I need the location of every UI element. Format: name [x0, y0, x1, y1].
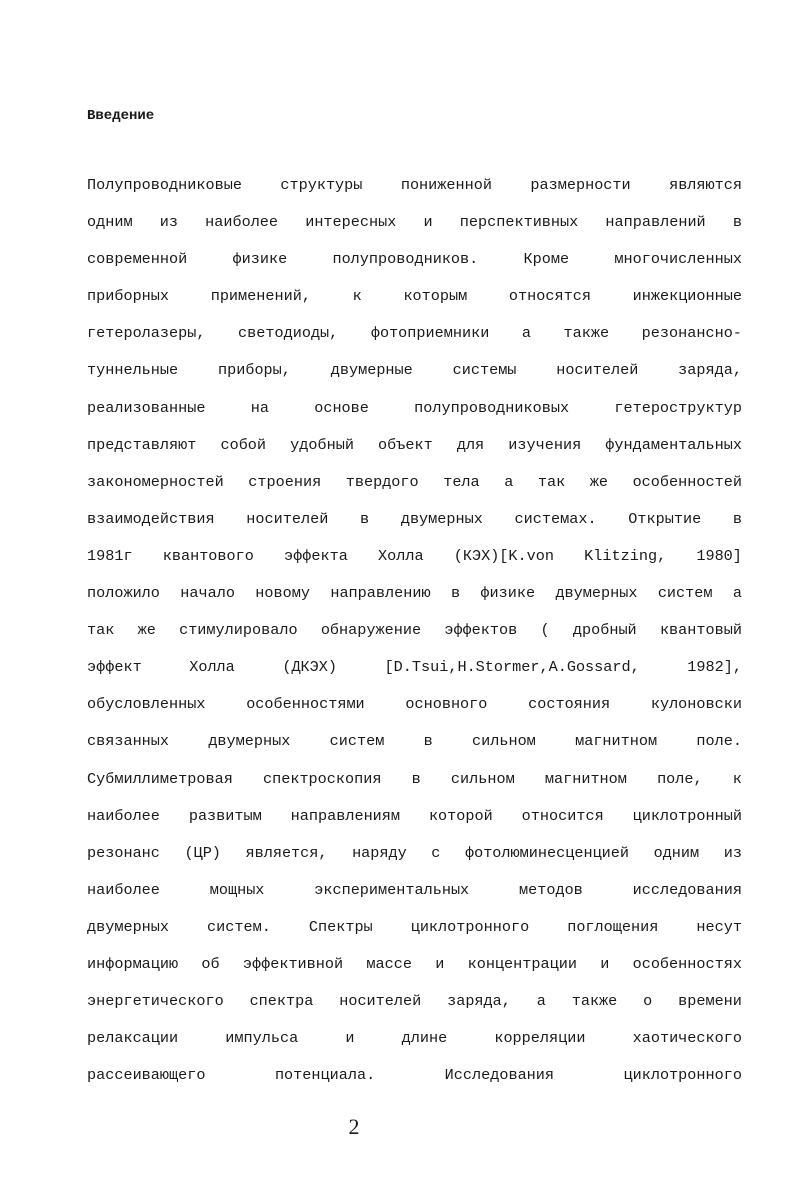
word: релаксации	[87, 1029, 179, 1048]
word: многочисленных	[614, 250, 742, 269]
text-line	[87, 617, 742, 654]
word: и	[423, 213, 433, 232]
word: 1982],	[687, 658, 742, 677]
text-line	[87, 209, 742, 246]
word: и	[345, 1029, 355, 1048]
text-line	[87, 877, 742, 914]
word: фундаментальных	[605, 435, 742, 454]
word: квантовый	[659, 621, 742, 640]
word: магнитном	[575, 732, 658, 751]
word: гетероструктур	[614, 398, 742, 417]
text-line	[87, 1062, 742, 1099]
word: сильном	[450, 769, 515, 788]
word: на	[250, 398, 269, 417]
word: систем	[329, 732, 385, 751]
text-line	[87, 766, 742, 803]
word: строения	[248, 472, 322, 491]
word: носителей	[339, 992, 422, 1011]
word: заряда,	[678, 361, 742, 380]
word: несут	[696, 917, 742, 936]
word: циклотронного	[623, 1066, 742, 1085]
word: фотолюминесценцией	[464, 843, 630, 862]
word: положило	[87, 584, 160, 603]
word: в	[732, 213, 742, 232]
word: которым	[403, 287, 468, 306]
text-line	[87, 172, 742, 209]
word: также	[571, 992, 618, 1011]
text-line	[87, 320, 742, 357]
word: заряда,	[447, 992, 511, 1011]
word: резонансно-	[641, 324, 742, 343]
text-line	[87, 543, 742, 580]
word: же	[589, 472, 609, 491]
word: квантового	[162, 546, 254, 565]
word: энергетического	[87, 992, 224, 1011]
word: Спектры	[308, 917, 373, 936]
page-number: 2	[348, 1114, 360, 1139]
word: системах.	[514, 509, 597, 528]
text-line	[87, 506, 742, 543]
word: из	[159, 213, 178, 232]
word: закономерностей	[87, 472, 224, 491]
text-line	[87, 432, 742, 469]
word: физике	[480, 584, 536, 603]
section-heading: Введение	[87, 108, 155, 124]
word: поглощения	[567, 917, 659, 936]
word: твердого	[345, 472, 419, 491]
text-line	[87, 654, 742, 691]
text-line	[87, 1025, 742, 1062]
word: поле.	[696, 732, 742, 751]
word: а	[521, 324, 531, 343]
word: пониженной	[400, 176, 492, 194]
text-line	[87, 914, 742, 951]
word: в	[411, 769, 421, 788]
word: физике	[232, 250, 288, 269]
word: Полупроводниковые	[87, 176, 242, 194]
word: тела	[443, 472, 480, 491]
word: двумерных	[555, 584, 638, 603]
word: (ЦР)	[184, 843, 221, 862]
word: из	[723, 843, 742, 862]
word: систем	[657, 584, 713, 603]
word: фотоприемники	[370, 324, 490, 343]
word: о	[643, 992, 653, 1011]
word: двумерных	[87, 917, 170, 936]
word: полупроводниковых	[414, 398, 570, 417]
word: двумерных	[400, 509, 483, 528]
word: спектроскопия	[262, 769, 382, 788]
word: мощных	[209, 880, 265, 899]
word: одним	[87, 213, 133, 232]
text-line	[87, 951, 742, 988]
word: импульса	[225, 1029, 299, 1048]
text-line	[87, 357, 742, 394]
word: развитым	[188, 806, 262, 825]
word: и	[435, 954, 445, 973]
word: а	[732, 584, 742, 603]
text-line	[87, 803, 742, 840]
word: наиболее	[205, 213, 279, 232]
word: являются	[669, 176, 742, 194]
word: времени	[678, 992, 742, 1011]
word: систем.	[207, 917, 271, 936]
word: системы	[452, 361, 517, 380]
word: приборы,	[217, 361, 291, 380]
word: в	[360, 509, 370, 528]
word: методов	[519, 880, 583, 899]
text-line	[87, 728, 742, 765]
word: приборных	[87, 287, 170, 306]
word: наиболее	[87, 806, 160, 825]
body-paragraph	[87, 172, 742, 1099]
word: обусловленных	[87, 695, 206, 714]
word: эффекта	[284, 546, 348, 565]
word: современной	[87, 250, 188, 269]
word: собой	[220, 435, 267, 454]
word: для	[456, 435, 485, 454]
word: хаотического	[632, 1029, 742, 1048]
word: двумерных	[208, 732, 291, 751]
word: дробный	[572, 621, 637, 640]
text-line	[87, 988, 742, 1025]
word: к	[352, 287, 362, 306]
word: основе	[314, 398, 369, 417]
word: особенностей	[632, 472, 742, 491]
word: удобный	[290, 435, 354, 454]
word: (	[540, 621, 550, 640]
word: [D.Tsui,H.Stormer,A.Gossard,	[384, 658, 640, 677]
word: резонанс	[87, 843, 160, 862]
word: направлений	[605, 213, 706, 232]
word: спектра	[249, 992, 314, 1011]
text-line	[87, 469, 742, 506]
word: связанных	[87, 732, 170, 751]
word: направлениям	[290, 806, 401, 825]
word: применений,	[210, 287, 311, 306]
word: так	[537, 472, 566, 491]
word: светодиоды,	[238, 324, 339, 343]
word: так	[87, 621, 115, 640]
word: к	[732, 769, 742, 788]
word: Субмиллиметровая	[87, 769, 233, 788]
word: циклотронный	[632, 806, 742, 825]
word: магнитном	[544, 769, 627, 788]
word: (КЭХ)[K.von	[453, 546, 554, 565]
word: является,	[245, 843, 328, 862]
word: информацию	[87, 954, 179, 973]
word: а	[536, 992, 546, 1011]
word: поле,	[657, 769, 703, 788]
word: размерности	[530, 176, 631, 194]
word: также	[563, 324, 610, 343]
word: Открытие	[628, 509, 702, 528]
word: относится	[521, 806, 604, 825]
word: (ДКЭХ)	[282, 658, 338, 677]
word: носителей	[556, 361, 639, 380]
word: Холла	[189, 658, 235, 677]
text-line	[87, 840, 742, 877]
text-line	[87, 246, 742, 283]
word: перспективных	[459, 213, 579, 232]
word: 1980]	[696, 546, 742, 565]
word: Холла	[378, 546, 424, 565]
word: Кроме	[523, 250, 570, 269]
word: представляют	[87, 435, 197, 454]
word: взаимодействия	[87, 509, 215, 528]
word: изучения	[508, 435, 582, 454]
word: сильном	[472, 732, 536, 751]
word: Klitzing,	[584, 546, 667, 565]
word: туннельные	[87, 361, 179, 380]
word: в	[450, 584, 461, 603]
word: новому	[255, 584, 310, 603]
word: особенностями	[246, 695, 365, 714]
word: массе	[366, 954, 412, 973]
word: об	[201, 954, 220, 973]
word: в	[732, 509, 742, 528]
word: 1981г	[87, 546, 133, 565]
word: же	[137, 621, 156, 640]
word: эффект	[87, 658, 142, 677]
word: исследования	[632, 880, 742, 899]
word: интересных	[305, 213, 397, 232]
word: в	[423, 732, 433, 751]
word: относятся	[508, 287, 591, 306]
text-line	[87, 283, 742, 320]
word: и	[600, 954, 610, 973]
word: объект	[378, 435, 433, 454]
word: с	[431, 843, 441, 862]
text-line	[87, 395, 742, 432]
word: начало	[180, 584, 235, 603]
word: которой	[428, 806, 493, 825]
word: эффектов	[444, 621, 518, 640]
word: кулоновски	[650, 695, 742, 714]
word: наиболее	[87, 880, 160, 899]
word: состояния	[528, 695, 611, 714]
word: длине	[401, 1029, 448, 1048]
word: направлению	[330, 584, 431, 603]
word: стимулировало	[179, 621, 298, 640]
word: циклотронного	[410, 917, 530, 936]
word: рассеивающего	[87, 1066, 206, 1085]
word: эффективной	[242, 954, 344, 973]
word: инжекционные	[632, 287, 742, 306]
word: носителей	[246, 509, 329, 528]
word: Исследования	[444, 1066, 555, 1085]
word: экспериментальных	[314, 880, 470, 899]
word: одним	[653, 843, 700, 862]
text-line	[87, 580, 742, 617]
word: потенциала.	[274, 1066, 376, 1085]
word: полупроводников.	[332, 250, 479, 269]
word: а	[504, 472, 514, 491]
word: наряду	[352, 843, 407, 862]
word: основного	[405, 695, 488, 714]
word: обнаружение	[320, 621, 422, 640]
word: гетеролазеры,	[87, 324, 206, 343]
word: двумерные	[330, 361, 413, 380]
word: концентрации	[467, 954, 577, 973]
word: особенностях	[632, 954, 742, 973]
word: реализованные	[87, 398, 206, 417]
text-line	[87, 691, 742, 728]
word: корреляции	[494, 1029, 586, 1048]
word: структуры	[280, 176, 363, 194]
